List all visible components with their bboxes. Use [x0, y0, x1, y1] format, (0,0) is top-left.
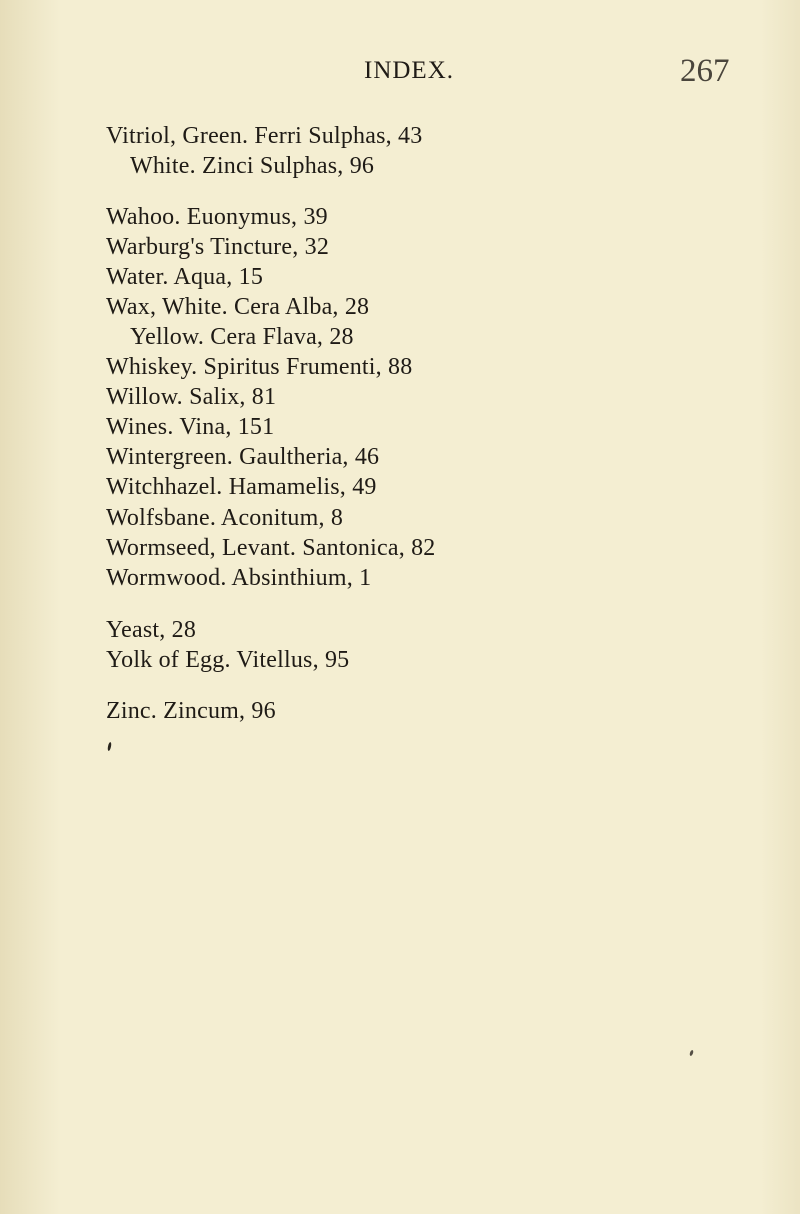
header-title: INDEX.: [364, 57, 455, 84]
ink-speck: [689, 1050, 694, 1057]
index-entry: Water. Aqua, 15: [106, 264, 264, 290]
index-entry: Wolfsbane. Aconitum, 8: [106, 505, 344, 531]
index-entry: Wahoo. Euonymus, 39: [106, 204, 328, 230]
index-entry: Whiskey. Spiritus Frumenti, 88: [106, 354, 413, 380]
index-entry: Wintergreen. Gaultheria, 46: [106, 444, 380, 470]
index-entry: Willow. Salix, 81: [106, 384, 277, 410]
ink-speck: [107, 742, 112, 751]
page-number: 267: [680, 53, 730, 89]
index-subentry: White. Zinci Sulphas, 96: [130, 153, 375, 179]
index-entry: Wormseed, Levant. Santonica, 82: [106, 535, 436, 561]
index-entry: Witchhazel. Hamamelis, 49: [106, 474, 377, 500]
index-entry: Yeast, 28: [106, 617, 197, 643]
index-subentry: Yellow. Cera Flava, 28: [130, 324, 354, 350]
index-entry: Zinc. Zincum, 96: [106, 698, 276, 724]
index-entry: Wormwood. Absinthium, 1: [106, 565, 372, 591]
index-entry: Vitriol, Green. Ferri Sulphas, 43: [106, 123, 423, 149]
index-entry: Yolk of Egg. Vitellus, 95: [106, 647, 350, 673]
running-header: [0, 54, 800, 94]
index-entry: Warburg's Tincture, 32: [106, 234, 330, 260]
index-entry: Wines. Vina, 151: [106, 414, 275, 440]
index-entry: Wax, White. Cera Alba, 28: [106, 294, 370, 320]
